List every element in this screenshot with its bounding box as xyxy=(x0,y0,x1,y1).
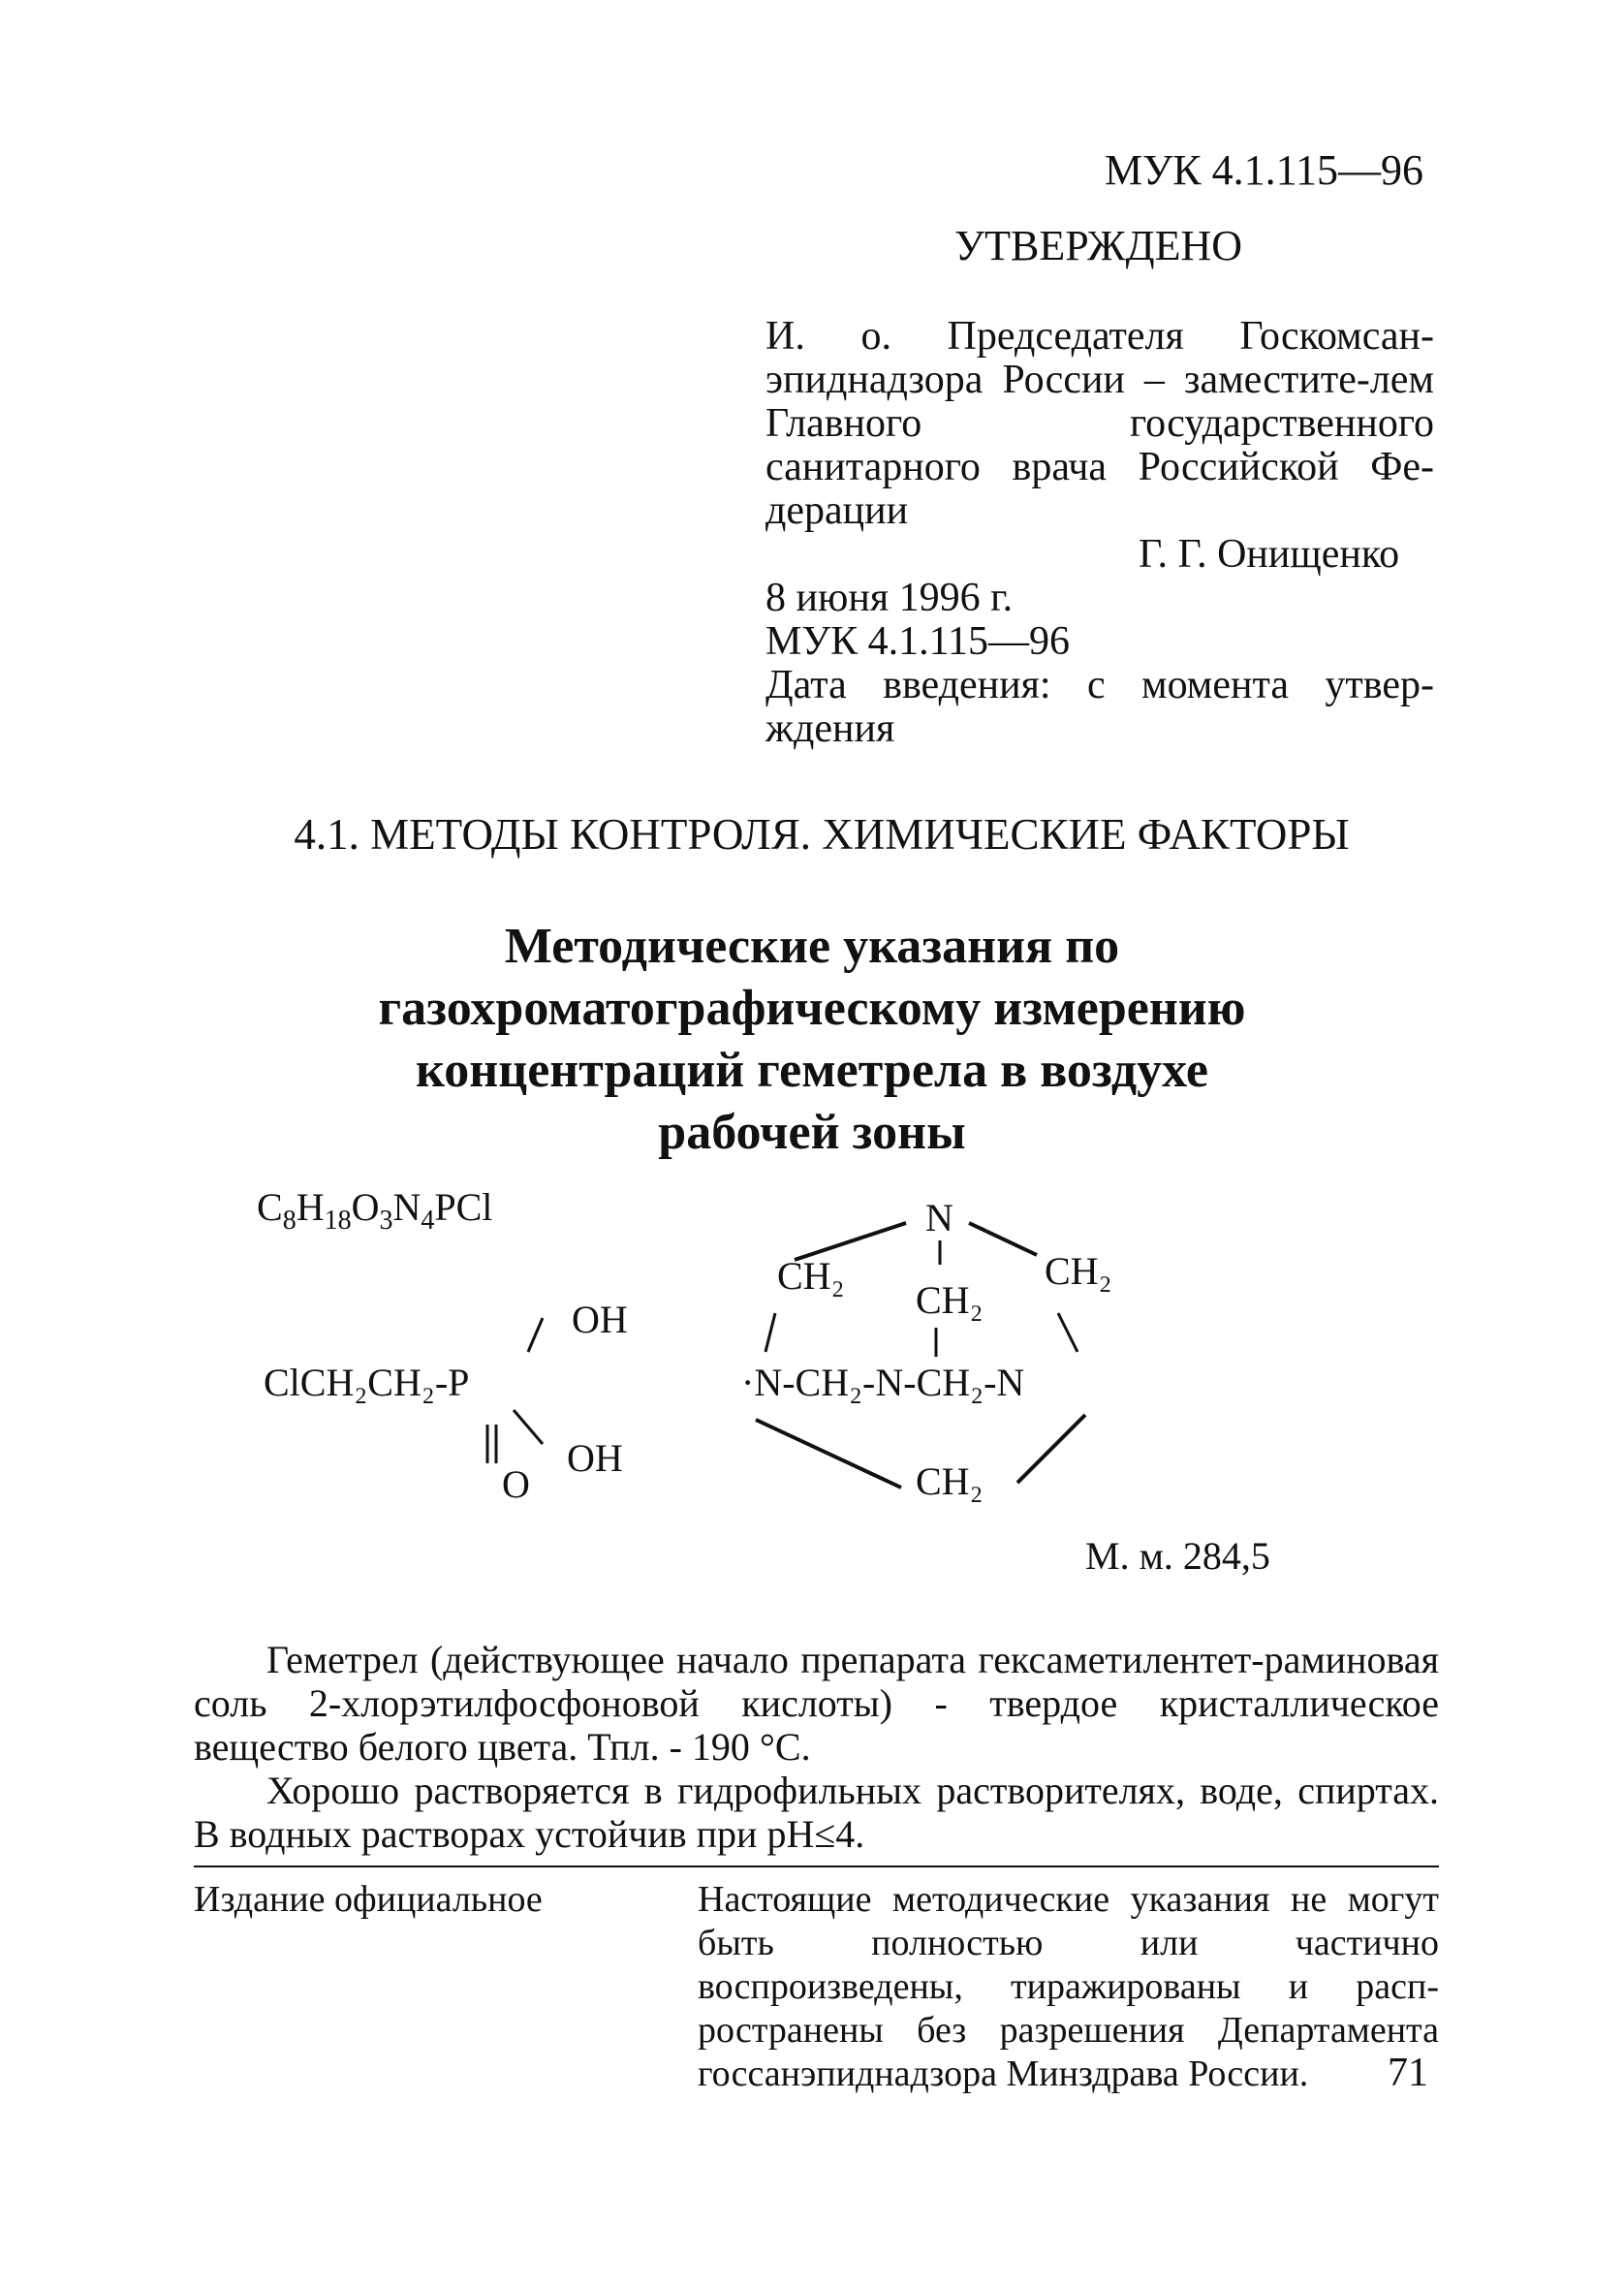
signer-name: Г. Г. Онищенко xyxy=(1139,532,1400,577)
o-label: O xyxy=(502,1462,530,1506)
title-line-4: рабочей зоны xyxy=(658,1105,966,1160)
bond-n-ch2-bottom-left xyxy=(756,1420,901,1488)
ch2-left-label: CH₂ xyxy=(777,1254,845,1298)
oh-top-label: OH xyxy=(572,1298,628,1341)
approved-label: УТВЕРЖДЕНО xyxy=(954,222,1243,269)
title-line-2: газохроматографическому измерению xyxy=(378,981,1246,1036)
copyright-notice: Настоящие методические указания не могут быть полностью или частично воспроизведены, тиражированы и расп-ространены без разрешения Департамента госсанэпиднадзора Минздрава России. xyxy=(698,1879,1439,2094)
approval-code: МУК 4.1.115—96 xyxy=(765,619,1071,664)
paragraph-solubility: Хорошо растворяется в гидрофильных растворителях, воде, спиртах. В водных растворах устойчив при pH≤4. xyxy=(194,1769,1439,1856)
bond-ch2-right-n xyxy=(1058,1313,1077,1352)
oh-bottom-label: OH xyxy=(567,1436,623,1480)
section-heading: 4.1. МЕТОДЫ КОНТРОЛЯ. ХИМИЧЕСКИЕ ФАКТОРЫ xyxy=(294,810,1350,859)
document-code: МУК 4.1.115—96 xyxy=(1105,146,1423,194)
bond-n-ch2-right xyxy=(969,1223,1037,1255)
ch2-mid-label: CH₂ xyxy=(916,1278,984,1322)
bond-p-oh-top xyxy=(528,1318,543,1352)
footer-divider xyxy=(194,1866,1439,1867)
left-chain-label: ClCH₂CH₂-P xyxy=(264,1361,470,1404)
bond-ch2-left-n xyxy=(765,1313,775,1352)
edition-label: Издание официальное xyxy=(194,1879,543,1920)
n-top-label: N xyxy=(925,1196,953,1239)
bond-p-oh-bottom xyxy=(514,1410,543,1444)
introduction-date: Дата введения: с момента утвер-ждения xyxy=(765,663,1434,751)
title-line-1: Методические указания по xyxy=(504,919,1120,974)
ch2-right-label: CH₂ xyxy=(1045,1249,1112,1293)
approval-text: И. о. Председателя Госкомсан-эпиднадзора России – заместите-лем Главного государственного санитарного врача Российской Фе-дерации xyxy=(765,314,1434,533)
molar-mass: М. м. 284,5 xyxy=(1085,1534,1270,1578)
title-line-3: концентраций геметрела в воздухе xyxy=(416,1043,1208,1098)
molecular-formula: $C_8H_{18}O_3N_4PCl$ xyxy=(257,1185,493,1236)
ch2-bottom-label: CH₂ xyxy=(916,1459,984,1503)
approval-date: 8 июня 1996 г. xyxy=(765,576,1014,620)
page-number: 71 xyxy=(1388,2051,1428,2095)
bond-n-ch2-bottom-right xyxy=(1017,1415,1085,1483)
right-chain-label: ·N-CH₂-N-CH₂-N xyxy=(741,1361,1025,1404)
paragraph-description: Геметрел (действующее начало препарата гексаметилентет-раминовая соль 2-хлорэтилфосфоновой кислоты) - твердое кристаллическое вещество белого цвета. Тпл. - 190 °С. xyxy=(194,1638,1439,1769)
